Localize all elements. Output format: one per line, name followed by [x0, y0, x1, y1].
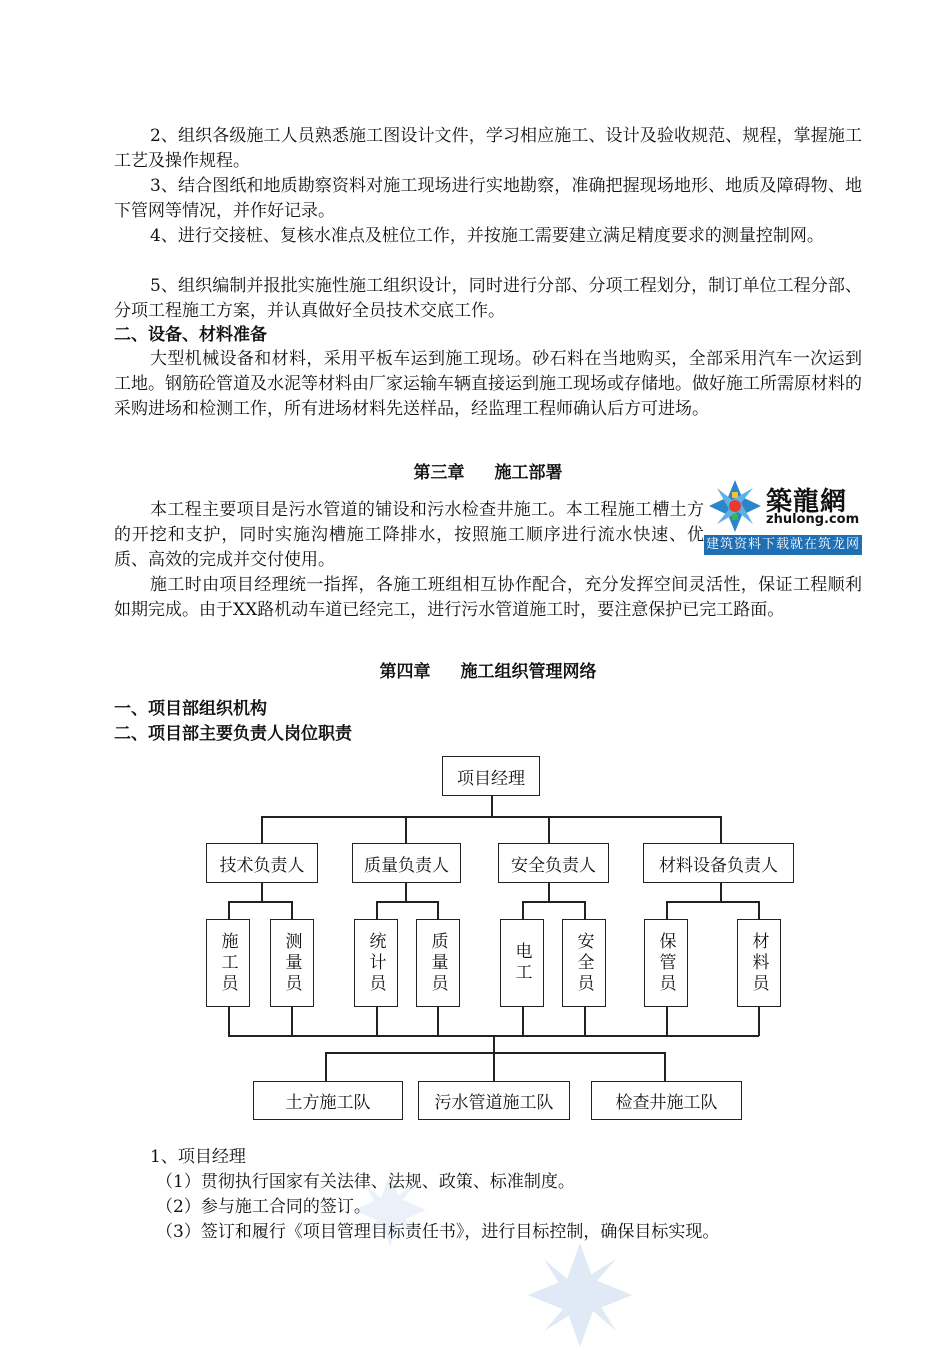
chapter4-heading: [114, 660, 862, 685]
org-connector: [548, 882, 550, 902]
org-connector: [437, 901, 439, 920]
chapter3-number: 第三章: [413, 463, 465, 483]
duty-title: 1、项目经理: [150, 1147, 246, 1167]
org-box-project-manager: 项目经理: [442, 756, 540, 796]
org-box-team: 污水管道施工队: [418, 1081, 570, 1120]
org-connector: [325, 1052, 327, 1081]
org-connector: [228, 901, 292, 903]
zhulong-logo[interactable]: [704, 477, 862, 555]
duty-item: （2）参与施工合同的签订。: [156, 1197, 371, 1217]
org-connector: [261, 816, 721, 818]
org-connector: [228, 901, 230, 920]
org-connector: [666, 1006, 668, 1036]
org-box-staff: 电工: [500, 919, 544, 1007]
org-connector: [548, 816, 550, 843]
org-box-team: 检查井施工队: [591, 1081, 742, 1120]
chapter4-title: 施工组织管理网络: [460, 662, 597, 682]
org-box-staff: 施工员: [206, 919, 250, 1007]
org-connector: [584, 1006, 586, 1036]
org-connector: [522, 901, 585, 903]
org-box-staff: 质量员: [416, 919, 460, 1007]
org-connector: [291, 1006, 293, 1036]
watermark-snowflake-icon: [350, 1170, 430, 1250]
org-connector: [228, 1006, 230, 1036]
org-box-staff: 材料员: [737, 919, 781, 1007]
org-connector: [720, 816, 722, 843]
org-connector: [758, 901, 760, 920]
org-box-manager: 技术负责人: [206, 843, 318, 883]
paragraph-item-5: 5、组织编制并报批实施性施工组织设计，同时进行分部、分项工程划分，制订单位工程分部、分项工程施工方案，并认真做好全员技术交底工作。: [114, 276, 862, 321]
org-connector: [666, 901, 759, 903]
org-connector: [376, 901, 438, 903]
chapter4-number: 第四章: [379, 662, 431, 682]
duty-item: （3）签订和履行《项目管理目标责任书》，进行目标控制，确保目标实现。: [156, 1222, 720, 1242]
org-connector: [291, 901, 293, 920]
section-heading-equipment: 二、设备、材料准备: [114, 325, 267, 345]
org-connector: [491, 795, 493, 817]
paragraph-equipment: 大型机械设备和材料，采用平板车运到施工现场。砂石料在当地购买，全部采用汽车一次运到工地。钢筋砼管道及水泥等材料由厂家运输车辆直接运到施工现场或存储地。做好施工所需原材料的采购进场和检测工作，所有进场材料先送样品，经监理工程师确认后方可进场。: [114, 349, 862, 419]
org-connector: [522, 901, 524, 920]
logo-domain: zhulong.com: [766, 512, 860, 527]
org-connector: [325, 1052, 665, 1054]
org-connector: [376, 901, 378, 920]
org-connector: [720, 882, 722, 902]
org-connector: [666, 901, 668, 920]
org-box-staff: 统计员: [354, 919, 398, 1007]
org-connector: [493, 1035, 495, 1053]
paragraph-item-2: 2、组织各级施工人员熟悉施工图设计文件，学习相应施工、设计及验收规范、规程，掌握施工工艺及操作规程。: [114, 126, 862, 171]
org-connector: [261, 882, 263, 902]
duty-item: （1）贯彻执行国家有关法律、法规、政策、标准制度。: [156, 1172, 575, 1192]
org-box-manager: 材料设备负责人: [643, 843, 794, 883]
logo-chinese-name: 築龍網: [766, 487, 848, 517]
paragraph-item-3: 3、结合图纸和地质勘察资料对施工现场进行实地勘察，准确把握现场地形、地质及障碍物、地下管网等情况，并作好记录。: [114, 176, 862, 221]
logo-slogan: 建筑资料下载就在筑龙网: [704, 535, 862, 555]
org-connector: [758, 1006, 760, 1036]
org-connector: [522, 1006, 524, 1036]
org-connector: [437, 1006, 439, 1036]
watermark-snowflake-icon: [520, 1240, 640, 1350]
org-box-staff: 安全员: [562, 919, 606, 1007]
org-connector: [493, 1052, 495, 1081]
org-box-manager: 安全负责人: [498, 843, 609, 883]
chapter3-title: 施工部署: [494, 463, 563, 483]
org-connector: [584, 901, 586, 920]
org-box-manager: 质量负责人: [352, 843, 461, 883]
chapter3-paragraph-1: 本工程主要项目是污水管道的铺设和污水检查井施工。本工程施工槽土方的开挖和支护，同时实施沟槽施工降排水，按照施工顺序进行流水快速、优质、高效的完成并交付使用。: [114, 500, 704, 570]
snowflake-logo-icon: [706, 477, 764, 535]
org-connector: [664, 1052, 666, 1081]
paragraph-item-4: 4、进行交接桩、复核水准点及桩位工作，并按施工需要建立满足精度要求的测量控制网。: [150, 226, 824, 246]
duties-heading: 二、项目部主要负责人岗位职责: [114, 724, 352, 744]
org-box-staff: 测量员: [270, 919, 314, 1007]
org-connector: [261, 816, 263, 843]
org-connector: [405, 882, 407, 902]
org-structure-heading: 一、项目部组织机构: [114, 699, 267, 719]
org-connector: [405, 816, 407, 843]
org-box-staff: 保管员: [644, 919, 688, 1007]
chapter3-paragraph-2: 施工时由项目经理统一指挥，各施工班组相互协作配合，充分发挥空间灵活性，保证工程顺利如期完成。由于XX路机动车道已经完工，进行污水管道施工时，要注意保护已完工路面。: [114, 575, 862, 620]
org-connector: [376, 1006, 378, 1036]
org-box-team: 土方施工队: [253, 1081, 403, 1120]
